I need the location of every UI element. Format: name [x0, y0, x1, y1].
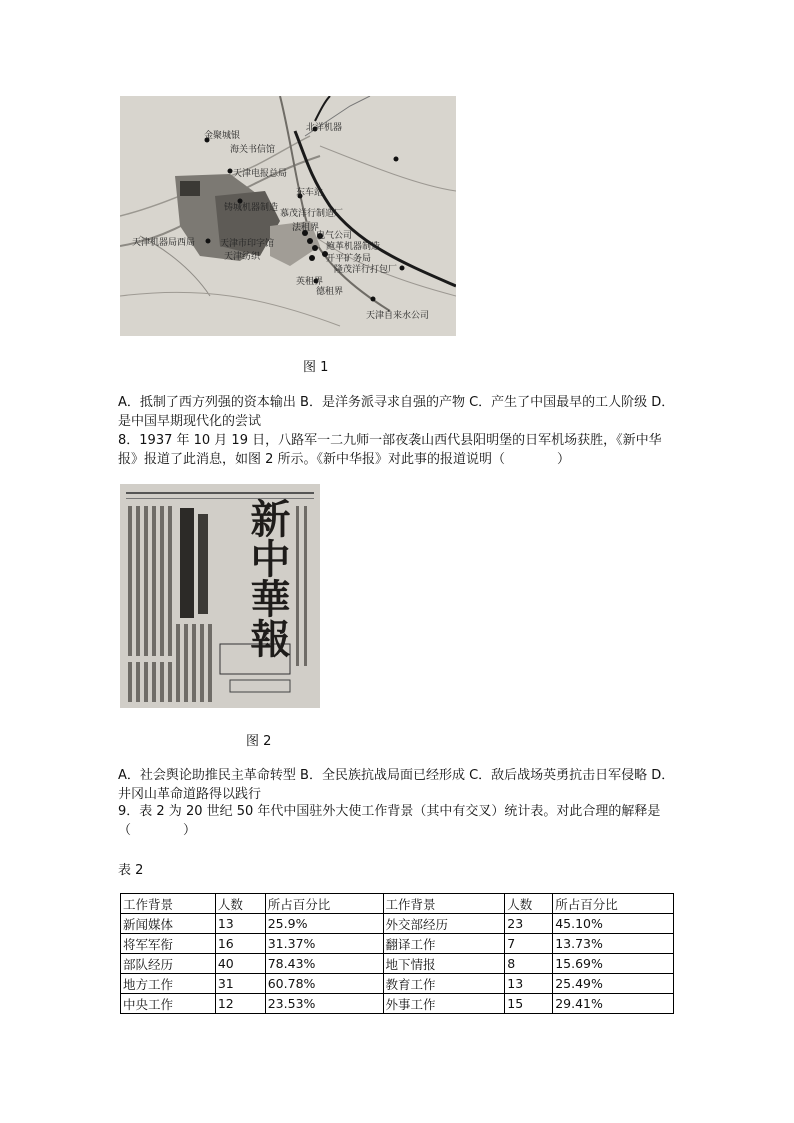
table-cell: 中央工作: [121, 994, 216, 1014]
figure-2-newspaper: [120, 484, 320, 708]
table-header-row: [121, 894, 674, 914]
map-label: 海关书信馆: [230, 145, 276, 155]
table-cell: 7: [505, 934, 553, 954]
map-label: 鲍革机器制造: [326, 242, 381, 252]
header-cell: 所占百分比: [553, 894, 674, 914]
table-cell: 45.10%: [553, 914, 674, 934]
table-cell: 16: [215, 934, 265, 954]
table-row: [121, 994, 674, 1014]
table-cell: 8: [505, 954, 553, 974]
header-cell: 所占百分比: [265, 894, 383, 914]
table-cell: 教育工作: [383, 974, 505, 994]
table-row: [121, 934, 674, 954]
figure-2-caption: 图 2: [246, 734, 272, 749]
table-cell: 地方工作: [121, 974, 216, 994]
header-cell: 人数: [215, 894, 265, 914]
table-cell: 25.49%: [553, 974, 674, 994]
map-label: 电气公司: [316, 231, 353, 241]
table-cell: 部队经历: [121, 954, 216, 974]
table-cell: 新闻媒体: [121, 914, 216, 934]
table-cell: 13: [505, 974, 553, 994]
table-cell: 23.53%: [265, 994, 383, 1014]
map-label: 天津自来水公司: [366, 311, 430, 321]
figure-1-map: [120, 96, 456, 336]
header-cell: 工作背景: [383, 894, 505, 914]
map-label: 天津纺织: [224, 252, 261, 262]
map-label: 金聚城银: [204, 131, 241, 141]
map-label: 北洋机器: [306, 123, 343, 133]
table-cell: 29.41%: [553, 994, 674, 1014]
table-cell: 78.43%: [265, 954, 383, 974]
header-cell: 人数: [505, 894, 553, 914]
map-label: 天津电报总局: [233, 169, 288, 179]
table-cell: 外事工作: [383, 994, 505, 1014]
map-label: 铸城机器制造: [224, 203, 279, 213]
background-stats-table: [120, 893, 674, 1014]
question-8-stem: 8．1937 年 10 月 19 日，八路军一二九师一部夜袭山西代县阳明堡的日军机场获胜，《新中华报》报道了此消息，如图 2 所示。《新中华报》对此事的报道说明（ ）: [118, 433, 662, 467]
table-cell: 60.78%: [265, 974, 383, 994]
table-row: [121, 954, 674, 974]
map-label: 法租界: [292, 223, 320, 233]
table-cell: 40: [215, 954, 265, 974]
table-cell: 31: [215, 974, 265, 994]
map-label: 德租界: [316, 287, 344, 297]
newspaper-title: 新中華報: [244, 498, 291, 658]
table-cell: 地下情报: [383, 954, 505, 974]
table-row: [121, 914, 674, 934]
map-label: 天津机器局西局: [132, 238, 196, 248]
figure-1-caption: 图 1: [303, 360, 329, 375]
map-label: 开平矿务局: [326, 254, 372, 264]
table-cell: 13: [215, 914, 265, 934]
table-cell: 12: [215, 994, 265, 1014]
map-label: 天津市印字馆: [220, 239, 275, 249]
header-cell: 工作背景: [121, 894, 216, 914]
table-cell: 13.73%: [553, 934, 674, 954]
table-cell: 23: [505, 914, 553, 934]
map-label: 英租界: [296, 277, 324, 287]
table-cell: 25.9%: [265, 914, 383, 934]
table-cell: 外交部经历: [383, 914, 505, 934]
question-7-options: A．抵制了西方列强的资本输出 B．是洋务派寻求自强的产物 C．产生了中国最早的工人阶级 D．是中国早期现代化的尝试: [118, 395, 675, 429]
map-label: 东车站: [296, 188, 324, 198]
table-cell: 31.37%: [265, 934, 383, 954]
table-cell: 将军军衔: [121, 934, 216, 954]
table-row: [121, 974, 674, 994]
map-label: 慕茂洋行制造厂: [280, 209, 344, 219]
question-9-stem: 9．表 2 为 20 世纪 50 年代中国驻外大使工作背景（其中有交叉）统计表。对此合理的解释是（ ）: [118, 804, 661, 838]
question-8-options: A．社会舆论助推民主革命转型 B．全民族抗战局面已经形成 C．敌后战场英勇抗击日军侵略 D．井冈山革命道路得以践行: [118, 768, 675, 802]
table-cell: 15.69%: [553, 954, 674, 974]
map-label: 隆茂洋行打包厂: [334, 265, 398, 275]
table-cell: 15: [505, 994, 553, 1014]
table-2-caption: 表 2: [118, 863, 144, 878]
table-cell: 翻译工作: [383, 934, 505, 954]
